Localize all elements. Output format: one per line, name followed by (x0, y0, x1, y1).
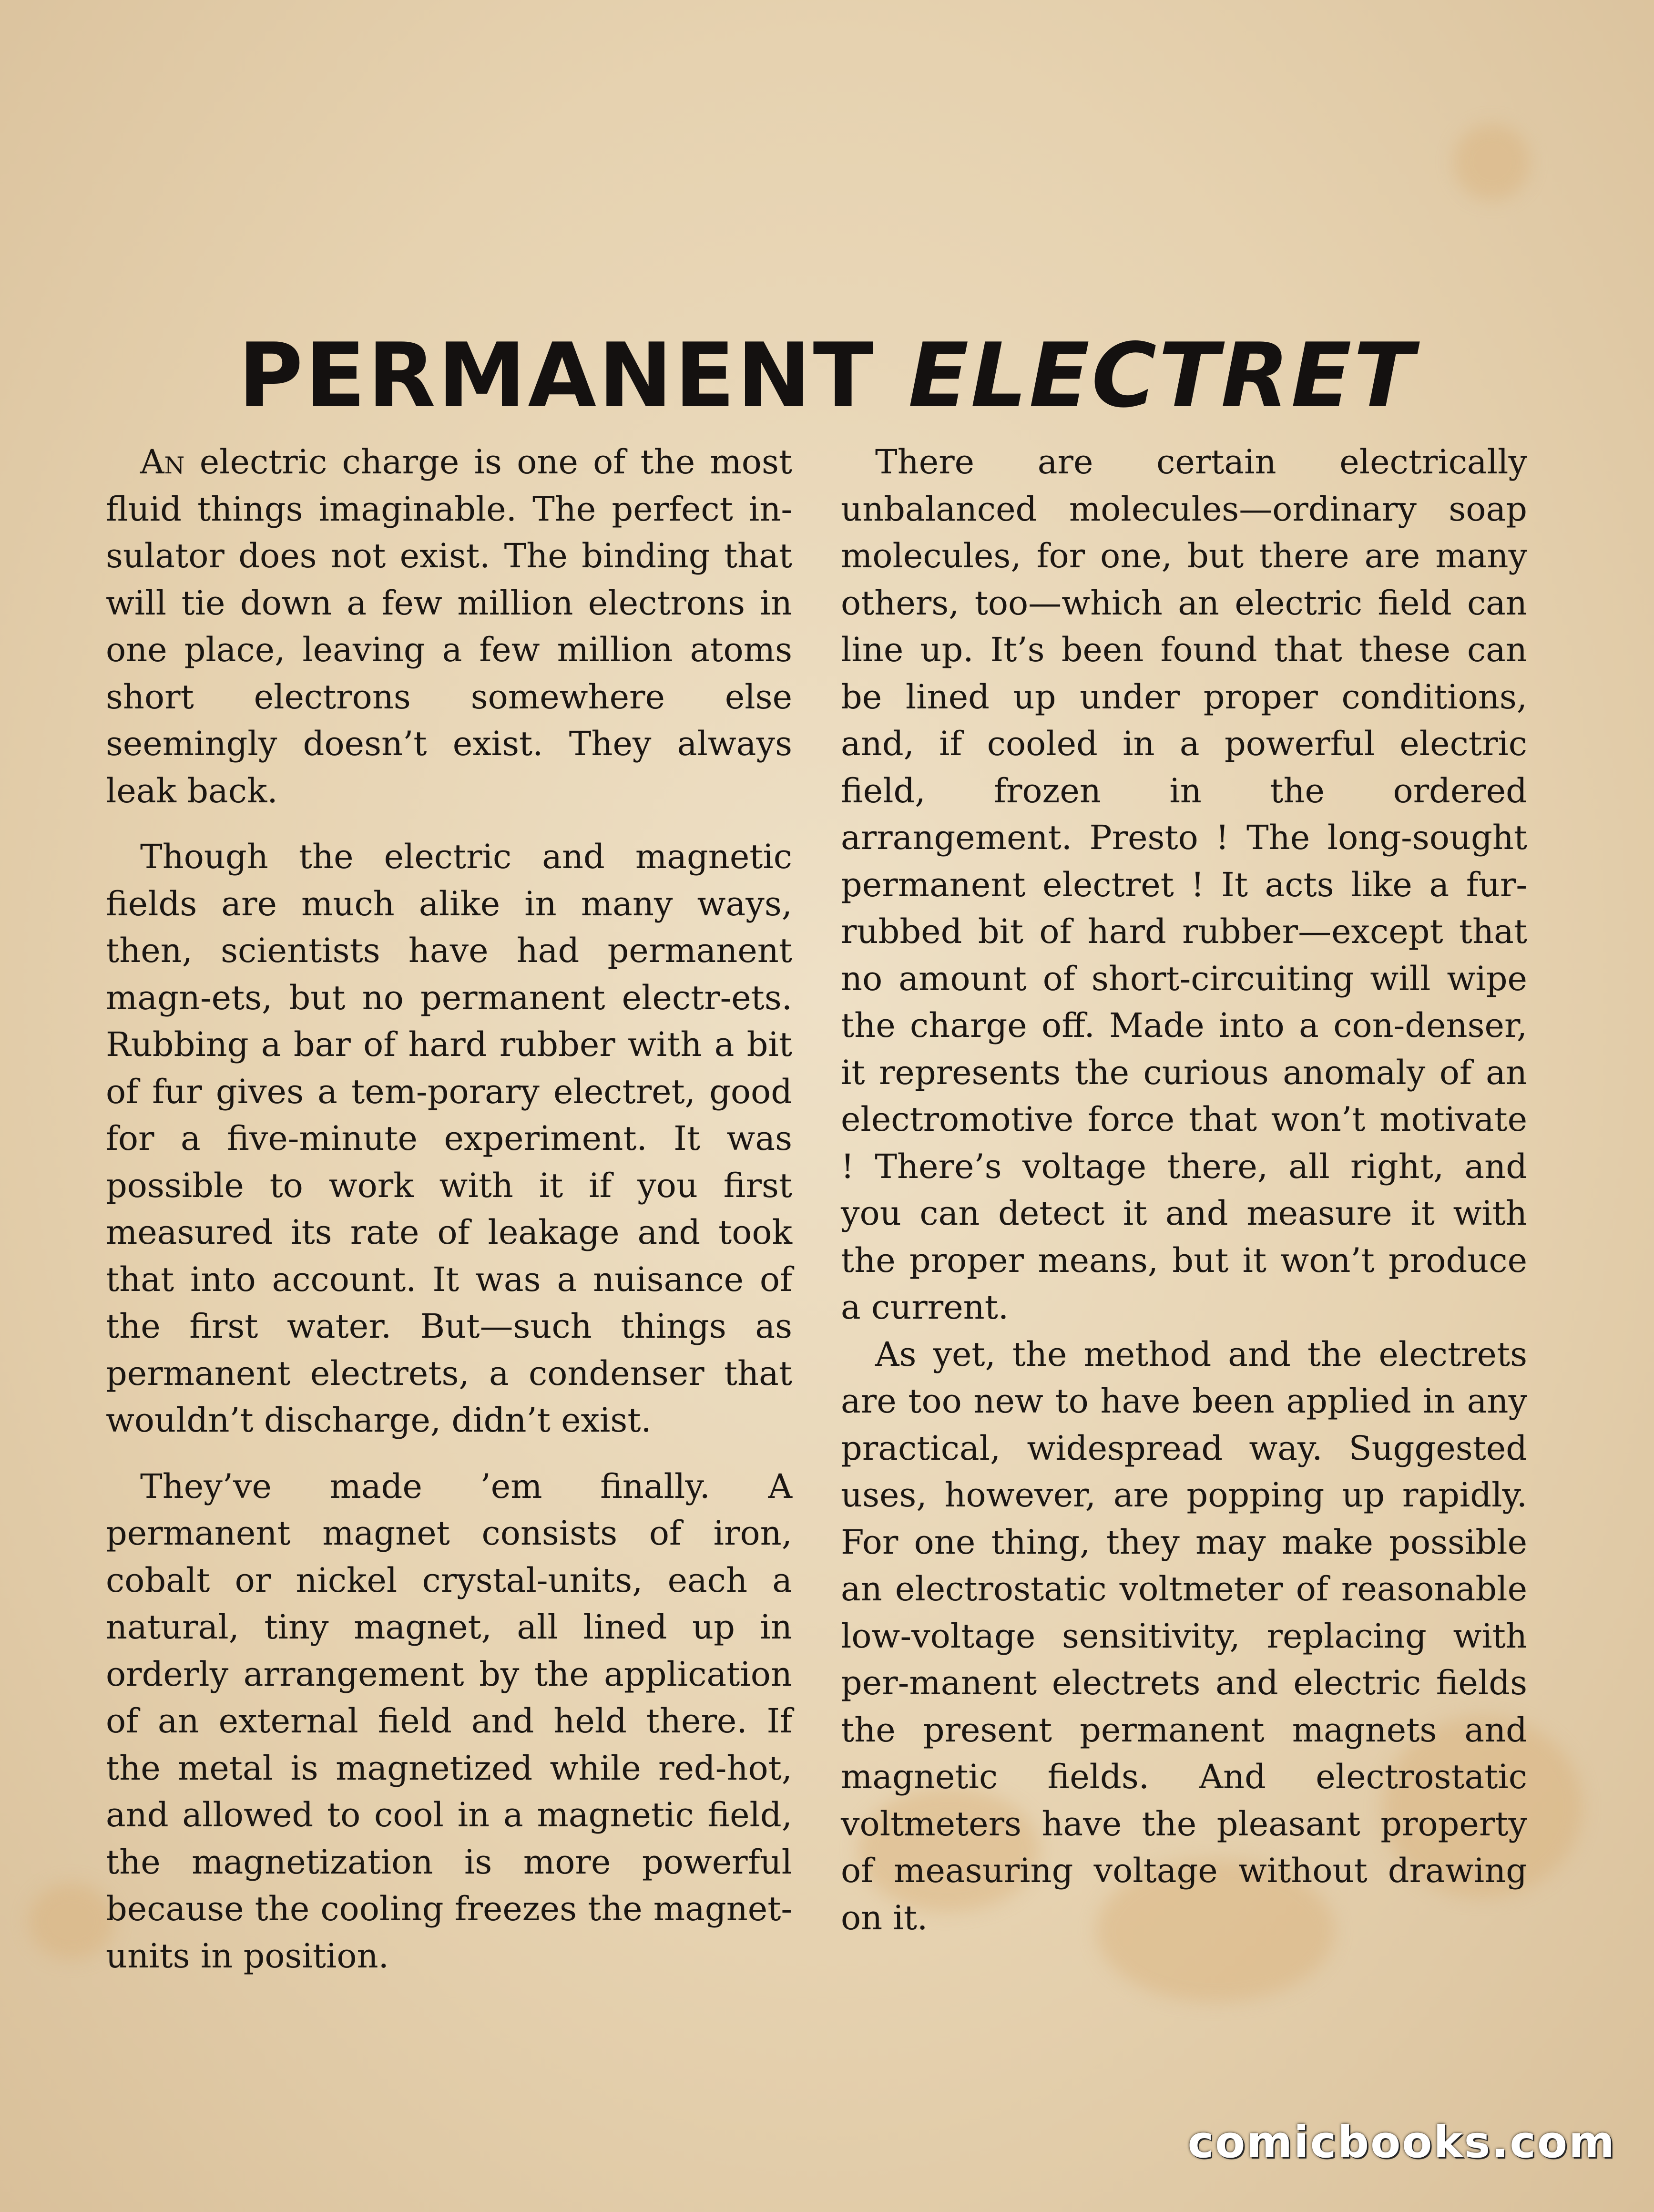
paragraph-text: They’ve made ’em finally. A permanent magnet consists of iron, cobalt or nickel crystal-units, each a natural, tiny magnet, all lined up in orderly arrangement by the application of an external field and held there. If the metal is magnetized while red-hot, and allowed to cool in a magnetic field, the magnetization is more powerful because the cooling freezes the magnet-units in position. (106, 1466, 792, 1976)
title-emphasis: ELECTRET (908, 323, 1416, 427)
paragraph (106, 1463, 792, 1980)
paragraph-text: As yet, the method and the electrets are too new to have been applied in any practical, widespread way. Suggested uses, however, are popping up rapidly. For one thing, they may make possible an electrostatic voltmeter of reasonable low-voltage sensitivity, replacing with per-manent electrets and electric fields the present permanent magnets and magnetic fields. And electrostatic voltmeters have the pleasant property of measuring voltage without drawing on it. (841, 1334, 1527, 1937)
lead-word: An (140, 442, 185, 481)
paragraph (841, 1331, 1527, 1942)
title-main: PERMANENT (238, 323, 876, 427)
paragraph-text: There are certain electrically unbalanced molecules—ordinary soap molecules, for one, but there are many others, too—which an electric field can line up. It’s been found that these can be lined up under proper conditions, and, if cooled in a powerful electric field, frozen in the ordered arrangement. Presto ! The long-sought permanent electret ! It acts like a fur-rubbed bit of hard rubber—except that no amount of short-circuiting will wipe the charge off. Made into a con-denser, it represents the curious anomaly of an electromotive force that won’t motivate ! There’s voltage there, all right, and you can detect it and measure it with the proper means, but it won’t produce a current. (841, 442, 1527, 1327)
left-column (106, 439, 792, 1998)
page-title (0, 323, 1654, 427)
paper-stain (1454, 124, 1530, 200)
paragraph-text: electric charge is one of the most fluid things imaginable. The perfect in-sulator does not exist. The binding that will tie down a few million electrons in one place, leaving a few million atoms short electrons somewhere else seemingly doesn’t exist. They always leak back. (106, 442, 792, 810)
paragraph (106, 833, 792, 1444)
site-watermark: comicbooks.com (1187, 2117, 1616, 2168)
right-column (841, 439, 1527, 1941)
paragraph (841, 439, 1527, 1331)
paper-stain (29, 1883, 114, 1959)
paragraph-text: Though the electric and magnetic fields are much alike in many ways, then, scientists have had permanent magn-ets, but no permanent electr-ets. Rubbing a bar of hard rubber with a bit of fur gives a tem-porary electret, good for a five-minute experiment. It was possible to work with it if you first measured its rate of leakage and took that into account. It was a nuisance of the first water. But—such things as permanent electrets, a condenser that wouldn’t discharge, didn’t exist. (106, 837, 792, 1440)
paragraph (106, 439, 792, 814)
